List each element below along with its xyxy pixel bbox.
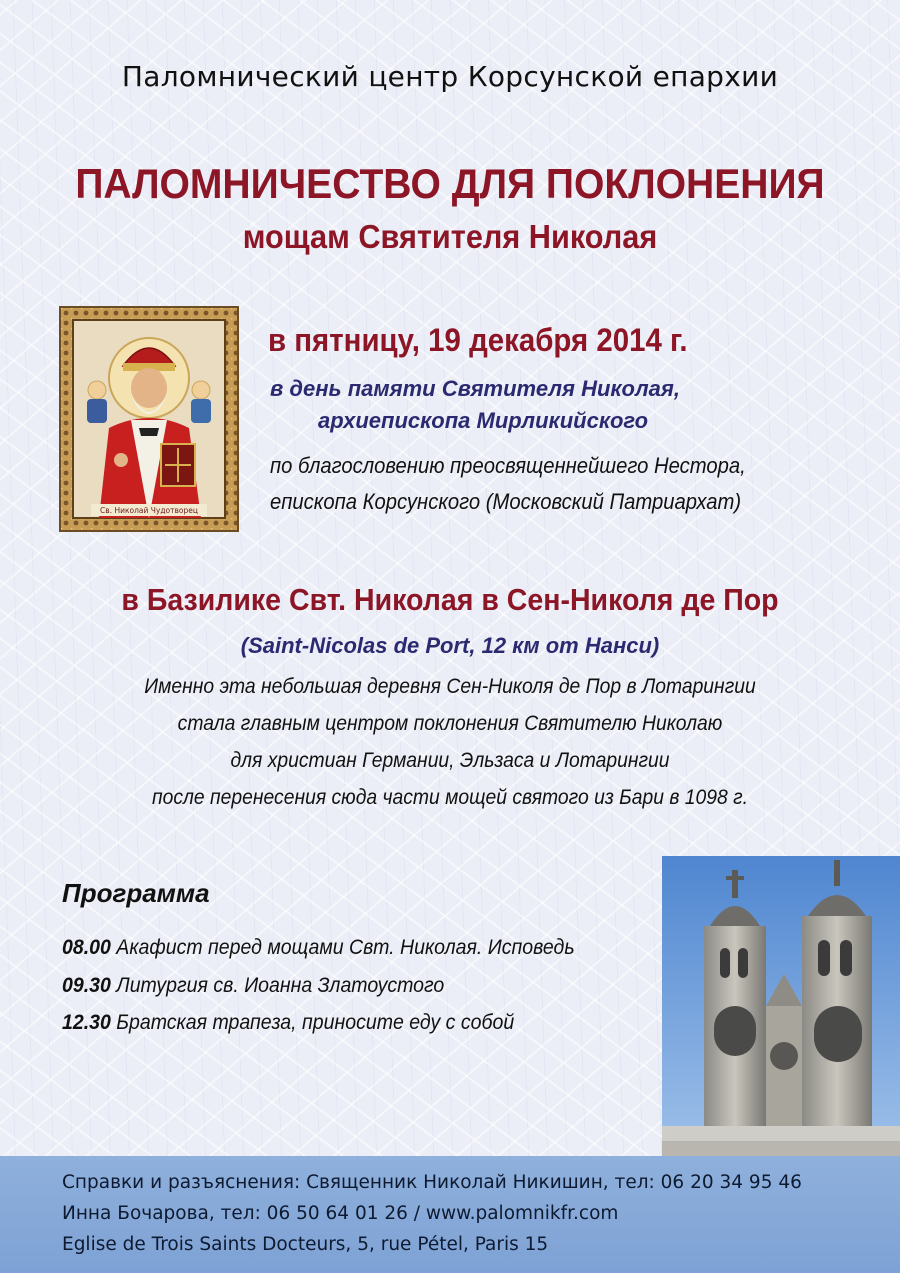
program-time: 12.30 [62,1011,111,1034]
program-text: Акафист перед мощами Свт. Николая. Исповедь [110,936,575,959]
basilica-photo [662,856,900,1156]
description-line: Именно эта небольшая деревня Сен-Николя де Пор в Лотарингии [144,675,756,698]
main-title: ПАЛОМНИЧЕСТВО ДЛЯ ПОКЛОНЕНИЯ [75,160,825,207]
basilica-heading: в Базилике Свт. Николая в Сен-Николя де Пор [121,582,779,617]
main-subtitle: мощам Святителя Николая [242,218,658,255]
event-date: в пятницу, 19 декабря 2014 г. [268,322,688,358]
program-time: 09.30 [62,974,111,997]
saint-nicholas-icon-image [61,308,237,530]
blessing-line-2: епископа Корсунского (Московский Патриархат) [270,489,742,514]
organization-header: Паломнический центр Корсунской епархии [121,60,779,93]
blessing-line-1: по благословению преосвященнейшего Нестора, [270,453,746,478]
description-line: для христиан Германии, Эльзаса и Лотарингии [230,749,670,772]
program-item [62,974,444,998]
feast-day-line-1: в день памяти Святителя Николая, [270,376,680,401]
program-text: Литургия св. Иоанна Златоустого [110,974,445,997]
icon-caption-text: Св. Николай Чудотворец [100,506,198,515]
footer-contact-line-2: Инна Бочарова, тел: 06 50 64 01 26 / www.palomnikfr.com [62,1203,619,1224]
feast-day-line-2: архиепископа Мирликийского [318,408,649,433]
program-text: Братская трапеза, приносите еду с собой [110,1011,515,1034]
footer-address: Eglise de Trois Saints Docteurs, 5, rue Pétel, Paris 15 [62,1234,549,1255]
program-item [62,1011,514,1035]
program-item [62,936,575,960]
program-time: 08.00 [62,936,111,959]
place-subtitle: (Saint-Nicolas de Port, 12 км от Нанси) [240,633,660,658]
description-line: стала главным центром поклонения Святителю Николаю [177,712,723,735]
program-title: Программа [62,878,210,908]
footer-contact-line-1: Справки и разъяснения: Священник Николай Никишин, тел: 06 20 34 95 46 [62,1172,802,1193]
description-line: после перенесения сюда части мощей святого из Бари в 1098 г. [151,786,749,809]
